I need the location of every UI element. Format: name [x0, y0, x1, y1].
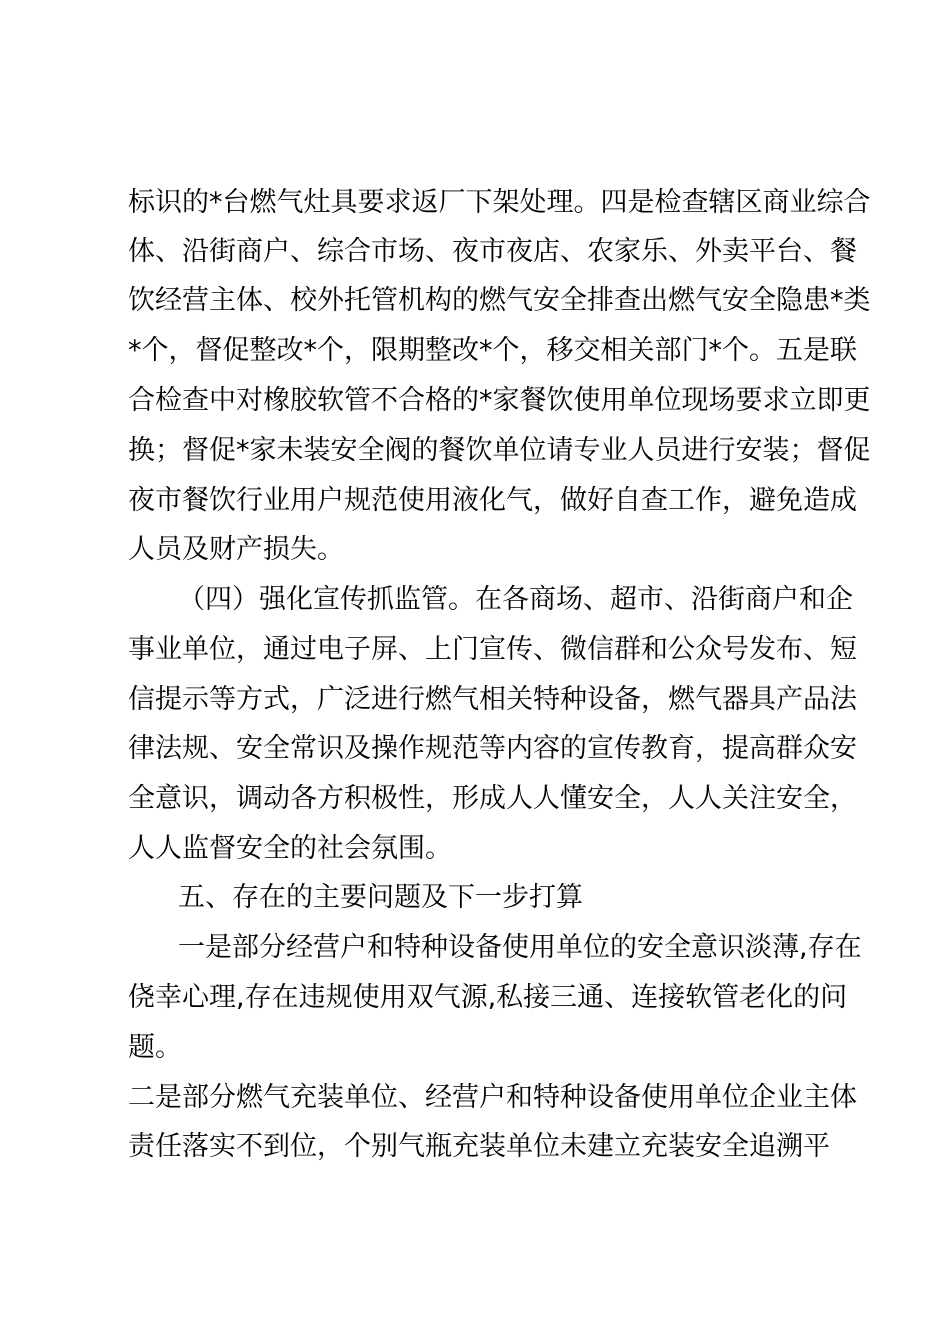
text-line-11: 信提示等方式，广泛进行燃气相关特种设备，燃气器具产品法 — [128, 684, 857, 715]
text-line-10: 事业单位，通过电子屏、上门宣传、微信群和公众号发布、短 — [128, 634, 857, 665]
text-line-7: 夜市餐饮行业用户规范使用液化气，做好自查工作，避免造成 — [128, 485, 857, 516]
text-line-8: 人员及财产损失。 — [128, 534, 344, 565]
text-line-3: 饮经营主体、校外托管机构的燃气安全排查出燃气安全隐患*类 — [128, 285, 871, 316]
text-line-18: 题。 — [128, 1032, 182, 1063]
text-line-2: 体、沿街商户、综合市场、夜市夜店、农家乐、外卖平台、餐 — [128, 236, 857, 267]
text-line-4: *个，督促整改*个，限期整改*个，移交相关部门*个。五是联 — [128, 335, 857, 366]
text-line-14: 人人监督安全的社会氛围。 — [128, 833, 452, 864]
text-line-1: 标识的*台燃气灶具要求返厂下架处理。四是检查辖区商业综合 — [128, 187, 871, 218]
text-line-19: 二是部分燃气充装单位、经营户和特种设备使用单位企业主体 — [128, 1082, 857, 1113]
section-heading-4: （四）强化宣传抓监管。在各商场、超市、沿街商户和企 — [178, 584, 853, 615]
text-line-12: 律法规、安全常识及操作规范等内容的宣传教育，提高群众安 — [128, 733, 857, 764]
text-line-20: 责任落实不到位，个别气瓶充装单位未建立充装安全追溯平 — [128, 1131, 830, 1162]
text-line-17: 侥幸心理,存在违规使用双气源,私接三通、连接软管老化的问 — [128, 982, 848, 1013]
text-line-16: 一是部分经营户和特种设备使用单位的安全意识淡薄,存在 — [178, 932, 862, 963]
text-line-5: 合检查中对橡胶软管不合格的*家餐饮使用单位现场要求立即更 — [128, 385, 871, 416]
text-line-13: 全意识，调动各方积极性，形成人人懂安全，人人关注安全， — [128, 783, 857, 814]
text-line-6: 换；督促*家未装安全阀的餐饮单位请专业人员进行安装；督促 — [128, 435, 871, 466]
section-heading-5: 五、存在的主要问题及下一步打算 — [178, 882, 583, 913]
